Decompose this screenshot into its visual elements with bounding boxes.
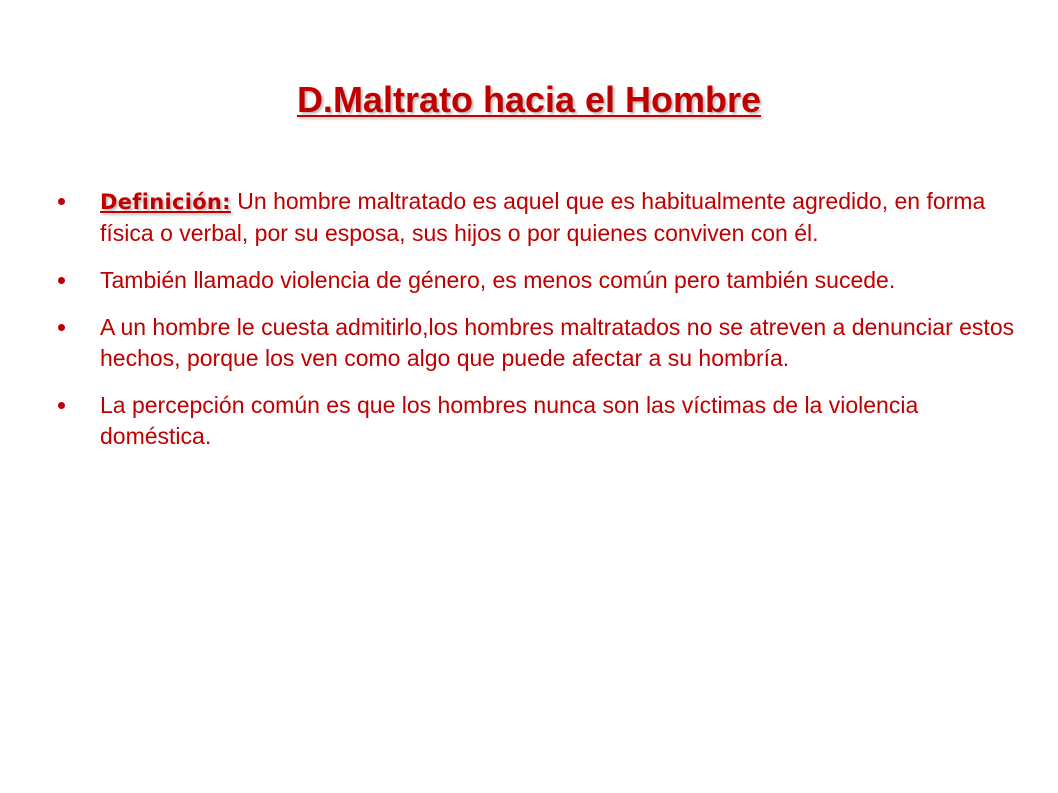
bullet-dot-icon xyxy=(58,402,65,409)
slide-title: D.Maltrato hacia el Hombre xyxy=(296,79,762,120)
bullet-text: A un hombre le cuesta admitirlo,los hombres maltratados no se atreven a denunciar estos hechos, porque los ven como algo que puede afectar a su hombría. xyxy=(100,314,1015,371)
bullet-item-gender-violence xyxy=(58,265,1018,296)
bullet-dot-icon xyxy=(58,198,65,205)
bullet-text: Un hombre maltratado es aquel que es habitualmente agredido, en forma física o verbal, por su esposa, sus hijos o por quienes conviven con él. xyxy=(100,188,986,246)
bullet-dot-icon xyxy=(58,277,65,284)
bullet-item-admitting xyxy=(58,312,1018,374)
bullet-item-definition xyxy=(58,186,1018,249)
bullet-text: También llamado violencia de género, es menos común pero también sucede. xyxy=(100,267,896,293)
bullet-list xyxy=(58,186,1018,468)
bullet-text: La percepción común es que los hombres nunca son las víctimas de la violencia doméstica. xyxy=(100,392,919,449)
bullet-dot-icon xyxy=(58,324,65,331)
bullet-item-perception xyxy=(58,390,1018,452)
definition-label: Definición: xyxy=(100,190,231,214)
